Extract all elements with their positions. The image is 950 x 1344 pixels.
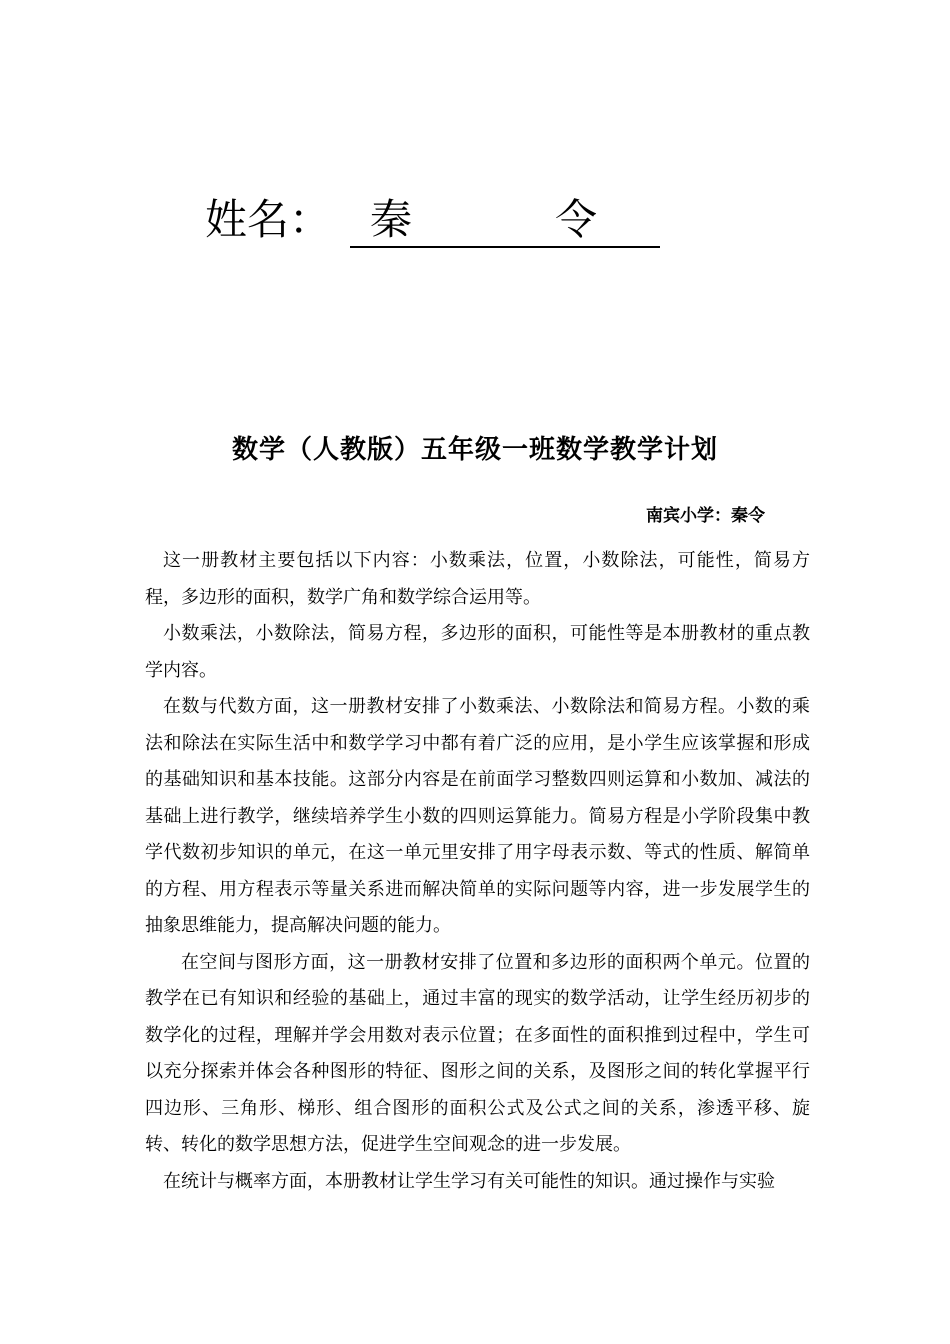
paragraph-number-algebra: 在数与代数方面，这一册教材安排了小数乘法、小数除法和简易方程。小数的乘法和除法在实际生活中和数学学习中都有着广泛的应用，是小学生应该掌握和形成的基础知识和基本技能。这部分内容是在前面学习整数四则运算和小数加、减法的基础上进行教学，继续培养学生小数的四则运算能力。简易方程是小学阶段集中教学代数初步知识的单元，在这一单元里安排了用字母表示数、等式的性质、解简单的方程、用方程表示等量关系进而解决简单的实际问题等内容，进一步发展学生的抽象思维能力，提高解决问题的能力。 bbox=[145, 696, 810, 936]
paragraph-key-content: 小数乘法，小数除法，简易方程，多边形的面积，可能性等是本册教材的重点教学内容。 bbox=[145, 623, 810, 681]
name-value-underline bbox=[350, 190, 660, 248]
document-body bbox=[145, 543, 810, 1200]
author-line: 南宾小学：秦令 bbox=[646, 506, 765, 526]
paragraph-statistics-probability: 在统计与概率方面，本册教材让学生学习有关可能性的知识。通过操作与实验 bbox=[163, 1170, 775, 1192]
paragraph-contents: 这一册教材主要包括以下内容：小数乘法，位置，小数除法，可能性，简易方程，多边形的面积，数学广角和数学综合运用等。 bbox=[145, 550, 810, 608]
document-title: 数学（人教版）五年级一班数学教学计划 bbox=[231, 435, 718, 465]
paragraph-space-geometry: 在空间与图形方面，这一册教材安排了位置和多边形的面积两个单元。位置的教学在已有知识和经验的基础上，通过丰富的现实的数学活动，让学生经历初步的数学化的过程，理解并学会用数对表示位置；在多面性的面积推到过程中，学生可以充分探索并体会各种图形的特征、图形之间的关系，及图形之间的转化掌握平行四边形、三角形、梯形、组合图形的面积公式及公式之间的关系，渗透平移、旋转、转化的数学思想方法，促进学生空间观念的进一步发展。 bbox=[145, 951, 810, 1155]
name-value-char-2: 令 bbox=[555, 195, 598, 244]
name-label: 姓名： bbox=[205, 195, 332, 244]
name-value-char-1: 秦 bbox=[370, 195, 413, 244]
name-field-block bbox=[205, 190, 675, 250]
